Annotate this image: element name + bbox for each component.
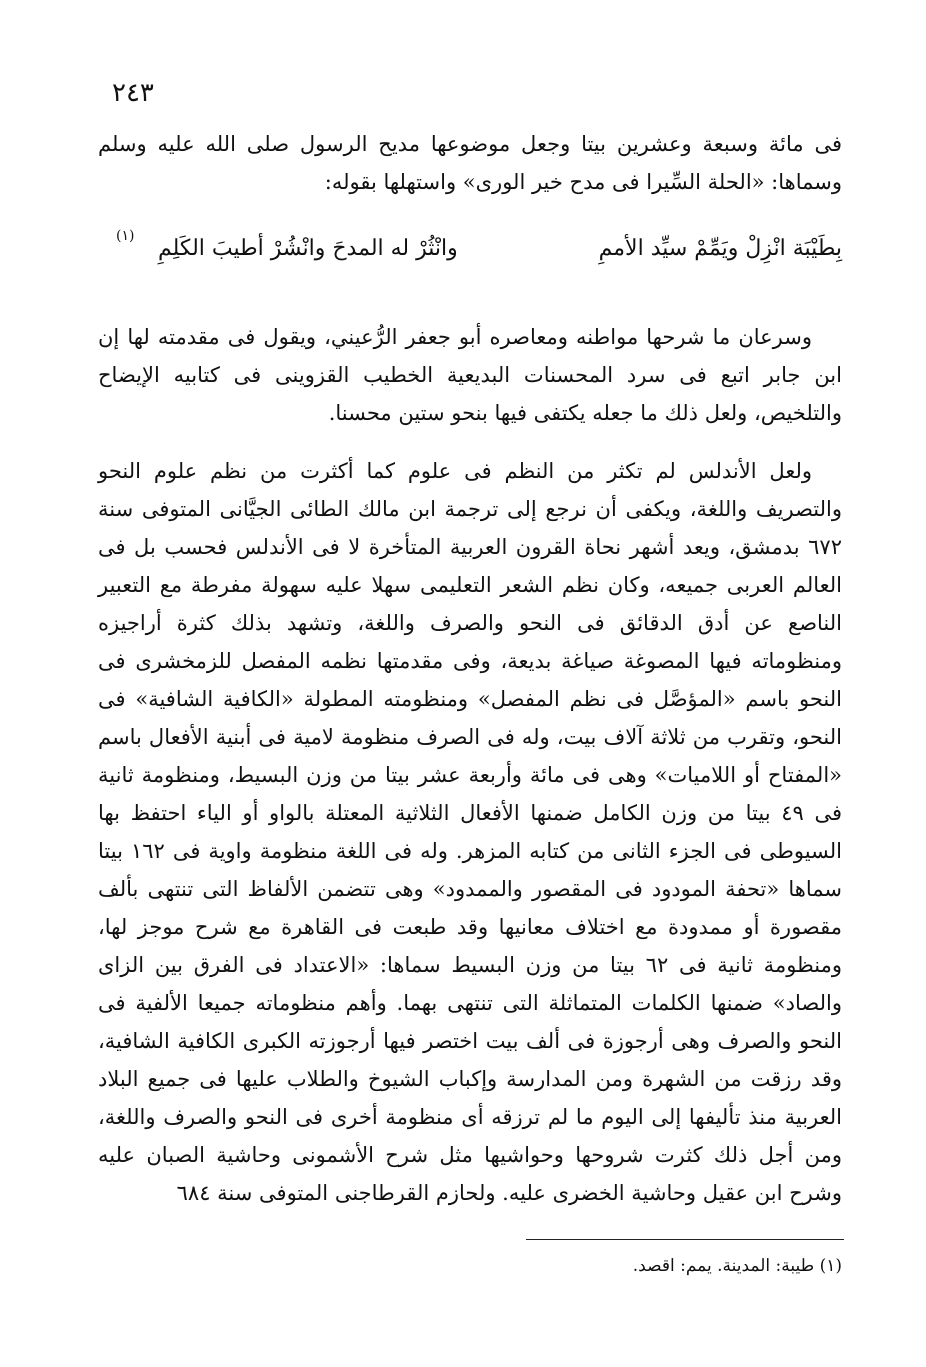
- footnote-divider: [526, 1239, 844, 1240]
- footnote-marker: (١): [116, 228, 135, 244]
- paragraph-commentary: وسرعان ما شرحها مواطنه ومعاصره أبو جعفر الرُّعيني، ويقول فى مقدمته لها إن ابن جابر اتبع فى سرد المحسنات البديعية الخطيب القزوينى فى كتابيه الإيضاح والتلخيص، ولعل ذلك ما جعله يكتفى فيها بنحو ستين محسنا.: [98, 325, 842, 425]
- poem-verse: [98, 228, 842, 278]
- intro-paragraph: فى مائة وسبعة وعشرين بيتا وجعل موضوعها مديح الرسول صلى الله عليه وسلم وسماها: «الحلة السِّيرا فى مدح خير الورى» واستهلها بقوله:: [98, 132, 842, 194]
- footnote: (١) طيبة: المدينة. يمم: اقصد.: [632, 1256, 842, 1276]
- verse-second-hemistich: وانْثُرْ له المدحَ وانْشُرْ أطيبَ الكَلِمِ: [158, 236, 458, 261]
- paragraph-andalus-grammar: ولعل الأندلس لم تكثر من النظم فى علوم كما أكثرت من نظم علوم النحو والتصريف واللغة، ويكفى أن نرجع إلى ترجمة ابن مالك الطائى الجيَّانى المتوفى سنة ٦٧٢ بدمشق، ويعد أشهر نحاة القرون العربية المتأخرة لا فى الأندلس فحسب بل فى العالم العربى جميعه، وكان نظم الشعر التعليمى سهلا عليه سهولة مفرطة مع التعبير الناصع عن أدق الدقائق فى النحو والصرف واللغة، وتشهد بذلك كثرة أراجيزه ومنظوماته فيها المصوغة صياغة بديعة، وفى مقدمتها نظمه المفصل للزمخشرى فى النحو باسم «المؤصَّل فى نظم المفصل» ومنظومته المطولة «الكافية الشافية» فى النحو، وتقرب من ثلاثة آلاف بيت، وله فى الصرف منظومة لامية فى أبنية الأفعال باسم «المفتاح أو اللاميات» وهى فى مائة وأربعة عشر بيتا من وزن البسيط، ومنظومة ثانية فى ٤٩ بيتا من وزن الكامل ضمنها الأفعال الثلاثية المعتلة بالواو أو الياء احتفظ بها السيوطى فى الجزء الثانى من كتابه المزهر. وله فى اللغة منظومة واوية فى ١٦٢ بيتا سماها «تحفة المودود فى المقصور والممدود» وهى تتضمن الألفاظ التى تنتهى بألف مقصورة أو ممدودة مع اختلاف معانيها وقد طبعت فى القاهرة مع شرح موجز لها، ومنظومة ثانية فى ٦٢ بيتا من وزن البسيط سماها: «الاعتداد فى الفرق بين الزاى والصاد» ضمنها الكلمات المتماثلة التى تنتهى بهما. وأهم منظوماته جميعا الألفية فى النحو والصرف وهى أرجوزة فى ألف بيت اختصر فيها أرجوزته الكبرى الكافية الشافية، وقد رزقت من الشهرة ومن المدارسة وإكباب الشيوخ والطلاب عليها فى جميع البلاد العربية منذ تأليفها إلى اليوم ما لم ترزقه أى منظومة أخرى فى النحو والصرف واللغة، ومن أجل ذلك كثرت شروحها وحواشيها مثل شرح الأشمونى وحاشية الصبان عليه وشرح ابن عقيل وحاشية الخضرى عليه. ولحازم القرطاجنى المتوفى سنة ٦٨٤: [98, 459, 842, 1205]
- page-number: ٢٤٣: [112, 78, 154, 108]
- verse-first-hemistich: بِطَيْبَة انْزِلْ ويَمِّمْ سيِّد الأممِ: [598, 236, 842, 261]
